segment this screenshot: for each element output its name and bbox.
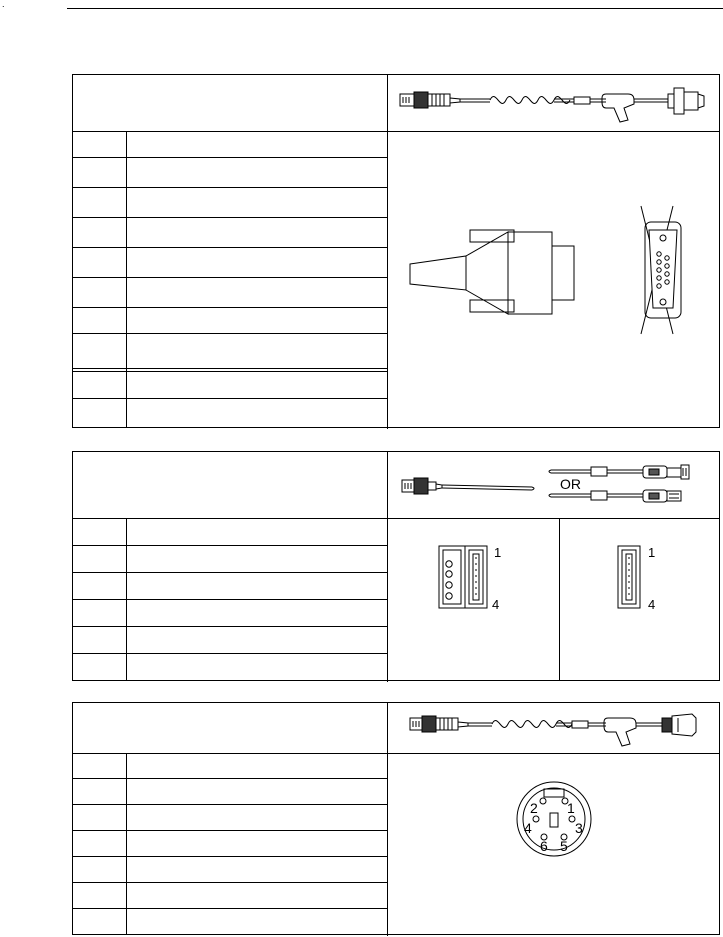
pin-number: 4 bbox=[492, 597, 500, 612]
or-label: OR bbox=[560, 476, 581, 492]
header-rule bbox=[67, 8, 723, 9]
din-pin-number: 5 bbox=[560, 838, 568, 854]
mini-din-6-icon bbox=[514, 779, 594, 859]
straight-cable-icon bbox=[400, 474, 540, 498]
coiled-cable-icon bbox=[408, 708, 708, 750]
din-pin-number: 4 bbox=[524, 820, 532, 836]
usb-cable-icon bbox=[545, 486, 705, 508]
pin-number: 4 bbox=[648, 597, 656, 612]
din-pin-number: 6 bbox=[540, 838, 548, 854]
pin-number: 1 bbox=[494, 545, 502, 560]
din-pin-number: 2 bbox=[530, 800, 538, 816]
db9-connector-face-icon bbox=[633, 204, 693, 334]
db9-connector-side-icon bbox=[408, 222, 578, 318]
usb-socket-icon bbox=[616, 544, 642, 610]
din-pin-number: 1 bbox=[567, 800, 575, 816]
page-marker: . bbox=[2, 0, 5, 9]
coiled-cable-icon bbox=[398, 82, 718, 122]
rs232-pinout-table bbox=[72, 74, 720, 428]
pin-number: 1 bbox=[648, 545, 656, 560]
din-pin-number: 3 bbox=[575, 820, 583, 836]
powered-usb-socket-icon bbox=[437, 544, 489, 610]
